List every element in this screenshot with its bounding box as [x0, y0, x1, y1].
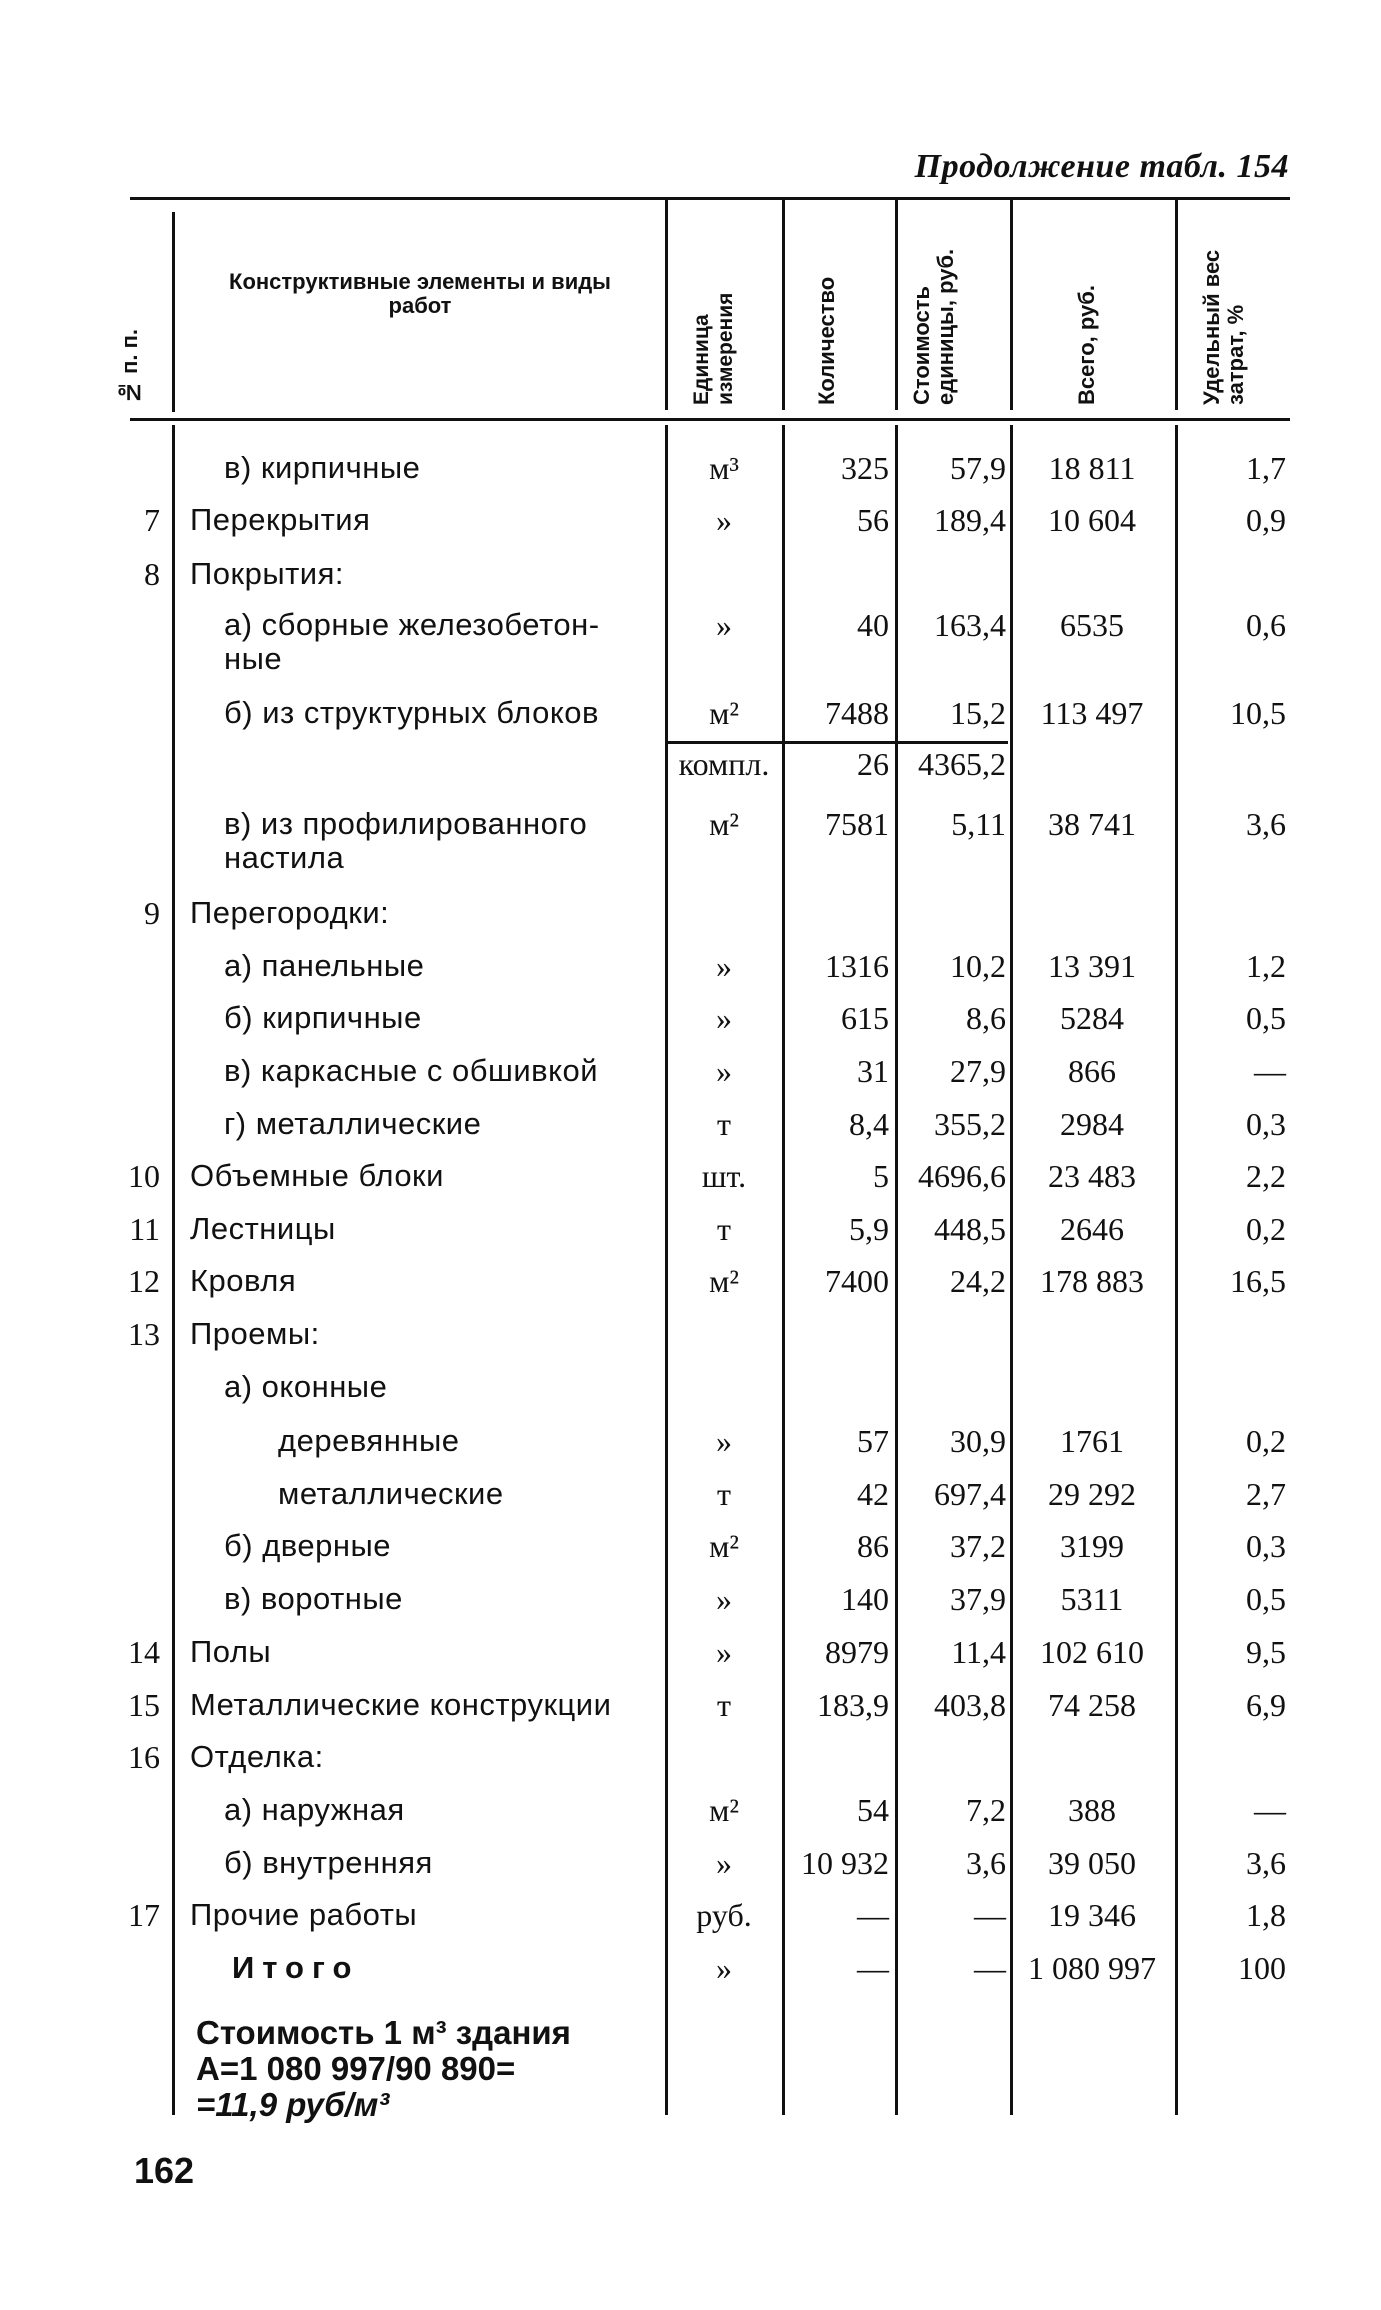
qty-cell: 10 932: [801, 1845, 889, 1881]
element-name: в) кирпичные: [224, 450, 421, 485]
unit-cost-cell: 355,2: [934, 1106, 1006, 1142]
element-name: Металлические конструкции: [190, 1687, 612, 1722]
total-cell: 866: [1068, 1053, 1116, 1089]
element-name: б) из структурных блоков: [224, 695, 599, 730]
row-number: 11: [129, 1211, 160, 1247]
share-cell: 1,2: [1246, 948, 1286, 984]
unit-cell: т: [717, 1106, 731, 1142]
qty-cell: 615: [841, 1000, 889, 1036]
footer-line: =11,9 руб/м³: [196, 2086, 390, 2123]
header-divider: [1175, 200, 1178, 410]
header-divider: [895, 200, 898, 410]
unit-cost-cell: —: [974, 1897, 1006, 1933]
qty-cell: 8979: [825, 1634, 889, 1670]
total-cell: 10 604: [1048, 502, 1136, 538]
element-name: Лестницы: [190, 1211, 336, 1246]
share-cell: 0,2: [1246, 1423, 1286, 1459]
element-name-continuation: ные: [224, 641, 283, 676]
unit-cost-cell: —: [974, 1950, 1006, 1986]
element-name: а) панельные: [224, 948, 425, 983]
total-cell: 2646: [1060, 1211, 1124, 1247]
element-name: в) каркасные с обшивкой: [224, 1053, 599, 1088]
total-cell: 38 741: [1048, 806, 1136, 842]
share-cell: 1,7: [1246, 450, 1286, 486]
unit-cost-cell: 5,11: [951, 806, 1006, 842]
unit-cell: шт.: [701, 1158, 747, 1194]
element-name: деревянные: [278, 1423, 460, 1458]
qty-cell: 57: [857, 1423, 889, 1459]
total-cell: 23 483: [1048, 1158, 1136, 1194]
unit-cell: компл.: [678, 746, 770, 782]
unit-cell: »: [716, 502, 732, 538]
page-number: 162: [134, 2150, 195, 2191]
total-cell: 1 080 997: [1028, 1950, 1156, 1986]
unit-cell: м²: [709, 1528, 739, 1564]
qty-cell: 56: [857, 502, 889, 538]
qty-cell: 183,9: [817, 1687, 889, 1723]
unit-cost-cell: 3,6: [966, 1845, 1006, 1881]
footer-line: А=1 080 997/90 890=: [196, 2050, 516, 2087]
qty-cell: 140: [841, 1581, 889, 1617]
element-name: Объемные блоки: [190, 1158, 444, 1193]
element-name: г) металлические: [224, 1106, 482, 1141]
unit-cell: м²: [709, 806, 739, 842]
unit-cell: т: [717, 1687, 731, 1723]
row-number: 9: [144, 895, 160, 931]
unit-cost-cell: 15,2: [950, 695, 1006, 731]
element-name: Покрытия:: [190, 556, 345, 591]
share-cell: 3,6: [1246, 806, 1286, 842]
row-number: 10: [128, 1158, 160, 1194]
share-cell: 100: [1238, 1950, 1286, 1986]
share-cell: 10,5: [1230, 695, 1286, 731]
row-number: 17: [128, 1897, 160, 1933]
unit-cell: м²: [709, 695, 739, 731]
body-divider: [172, 425, 175, 2115]
unit-cost-cell: 8,6: [966, 1000, 1006, 1036]
total-cell: 39 050: [1048, 1845, 1136, 1881]
element-name: Полы: [190, 1634, 272, 1669]
total-cell: 113 497: [1040, 695, 1144, 731]
unit-cell: »: [716, 1634, 732, 1670]
unit-cell: »: [716, 1950, 732, 1986]
row-number: 14: [128, 1634, 160, 1670]
element-name: б) кирпичные: [224, 1000, 422, 1035]
element-name: в) из профилированного: [224, 806, 588, 841]
header-share: Удельный вес затрат, %: [1199, 249, 1248, 405]
share-cell: 0,3: [1246, 1106, 1286, 1142]
total-cell: 29 292: [1048, 1476, 1136, 1512]
unit-cost-cell: 24,2: [950, 1263, 1006, 1299]
share-cell: 16,5: [1230, 1263, 1286, 1299]
element-name: в) воротные: [224, 1581, 403, 1616]
header-qty: Количество: [814, 276, 839, 405]
unit-cost-cell: 57,9: [950, 450, 1006, 486]
total-cell: 19 346: [1048, 1897, 1136, 1933]
header-unit-cost: Стоимость единицы, руб.: [909, 248, 958, 405]
header-total: Всего, руб.: [1074, 285, 1099, 405]
total-cell: 388: [1068, 1792, 1116, 1828]
qty-cell: 54: [857, 1792, 889, 1828]
qty-cell: 5,9: [849, 1211, 889, 1247]
qty-cell: 7400: [825, 1263, 889, 1299]
unit-cell: м³: [709, 450, 739, 486]
element-name: металлические: [278, 1476, 504, 1511]
row-number: 7: [144, 502, 160, 538]
table-caption: Продолжение табл. 154: [914, 148, 1289, 185]
element-name: Итого: [232, 1950, 360, 1985]
qty-cell: —: [857, 1950, 889, 1986]
total-cell: 102 610: [1040, 1634, 1144, 1670]
qty-cell: 31: [857, 1053, 889, 1089]
share-cell: —: [1254, 1792, 1286, 1828]
total-cell: 6535: [1060, 607, 1124, 643]
total-cell: 13 391: [1048, 948, 1136, 984]
total-cell: 2984: [1060, 1106, 1124, 1142]
element-name: Кровля: [190, 1263, 297, 1298]
share-cell: —: [1254, 1053, 1286, 1089]
unit-cell: »: [716, 1845, 732, 1881]
unit-cell: »: [716, 1053, 732, 1089]
element-name-continuation: настила: [224, 840, 345, 875]
total-cell: 5284: [1060, 1000, 1124, 1036]
share-cell: 6,9: [1246, 1687, 1286, 1723]
unit-cell: т: [717, 1476, 731, 1512]
share-cell: 0,2: [1246, 1211, 1286, 1247]
qty-cell: 325: [841, 450, 889, 486]
unit-cost-cell: 37,2: [950, 1528, 1006, 1564]
share-cell: 3,6: [1246, 1845, 1286, 1881]
unit-cost-cell: 11,4: [951, 1634, 1006, 1670]
unit-cell: м²: [709, 1263, 739, 1299]
unit-cell: »: [716, 948, 732, 984]
qty-cell: 26: [857, 746, 889, 782]
unit-cost-cell: 7,2: [966, 1792, 1006, 1828]
element-name: Отделка:: [190, 1739, 324, 1774]
unit-cost-cell: 697,4: [934, 1476, 1006, 1512]
unit-cell: »: [716, 1000, 732, 1036]
unit-cell: »: [716, 607, 732, 643]
unit-cost-cell: 163,4: [934, 607, 1006, 643]
total-cell: 18 811: [1048, 450, 1136, 486]
unit-cell: руб.: [696, 1897, 752, 1933]
unit-cost-cell: 4696,6: [918, 1158, 1006, 1194]
qty-cell: 40: [857, 607, 889, 643]
share-cell: 0,6: [1246, 607, 1286, 643]
element-name: а) оконные: [224, 1369, 388, 1404]
element-name: Проемы:: [190, 1316, 320, 1351]
row-number: 13: [128, 1316, 160, 1352]
share-cell: 2,7: [1246, 1476, 1286, 1512]
share-cell: 0,3: [1246, 1528, 1286, 1564]
share-cell: 0,5: [1246, 1581, 1286, 1617]
element-name: Перекрытия: [190, 502, 371, 537]
qty-cell: 7581: [825, 806, 889, 842]
qty-cell: 42: [857, 1476, 889, 1512]
unit-cell: м²: [709, 1792, 739, 1828]
unit-cell: »: [716, 1423, 732, 1459]
unit-cost-cell: 30,9: [950, 1423, 1006, 1459]
unit-cost-cell: 10,2: [950, 948, 1006, 984]
qty-cell: 5: [873, 1158, 889, 1194]
unit-cost-cell: 403,8: [934, 1687, 1006, 1723]
share-cell: 0,5: [1246, 1000, 1286, 1036]
element-name: б) дверные: [224, 1528, 392, 1563]
table-top-rule: [130, 197, 1290, 200]
row-number: 8: [144, 556, 160, 592]
header-num: № п. п.: [117, 328, 142, 405]
row-underline: [668, 741, 1008, 744]
row-number: 15: [128, 1687, 160, 1723]
element-name: Прочие работы: [190, 1897, 418, 1932]
element-name: а) сборные железобетон-: [224, 607, 600, 642]
row-number: 12: [128, 1263, 160, 1299]
header-name: Конструктивные элементы и виды работ: [229, 269, 611, 318]
header-divider: [1010, 200, 1013, 410]
footer-line: Стоимость 1 м³ здания: [196, 2014, 571, 2051]
qty-cell: —: [857, 1897, 889, 1933]
share-cell: 9,5: [1246, 1634, 1286, 1670]
total-cell: 74 258: [1048, 1687, 1136, 1723]
qty-cell: 8,4: [849, 1106, 889, 1142]
header-bottom-rule: [130, 418, 1290, 421]
element-name: б) внутренняя: [224, 1845, 433, 1880]
share-cell: 2,2: [1246, 1158, 1286, 1194]
unit-cost-cell: 448,5: [934, 1211, 1006, 1247]
share-cell: 0,9: [1246, 502, 1286, 538]
total-cell: 1761: [1060, 1423, 1124, 1459]
qty-cell: 7488: [825, 695, 889, 731]
header-divider: [665, 200, 668, 410]
unit-cost-cell: 189,4: [934, 502, 1006, 538]
total-cell: 3199: [1060, 1528, 1124, 1564]
header-divider: [172, 212, 175, 412]
unit-cell: »: [716, 1581, 732, 1617]
element-name: а) наружная: [224, 1792, 405, 1827]
qty-cell: 1316: [825, 948, 889, 984]
footer-note: [196, 2015, 571, 2123]
total-cell: 178 883: [1040, 1263, 1144, 1299]
unit-cost-cell: 27,9: [950, 1053, 1006, 1089]
unit-cell: т: [717, 1211, 731, 1247]
header-unit: Единица измерения: [690, 292, 737, 405]
element-name: Перегородки:: [190, 895, 390, 930]
unit-cost-cell: 4365,2: [918, 746, 1006, 782]
qty-cell: 86: [857, 1528, 889, 1564]
share-cell: 1,8: [1246, 1897, 1286, 1933]
unit-cost-cell: 37,9: [950, 1581, 1006, 1617]
header-divider: [782, 200, 785, 410]
row-number: 16: [128, 1739, 160, 1775]
total-cell: 5311: [1060, 1581, 1124, 1617]
